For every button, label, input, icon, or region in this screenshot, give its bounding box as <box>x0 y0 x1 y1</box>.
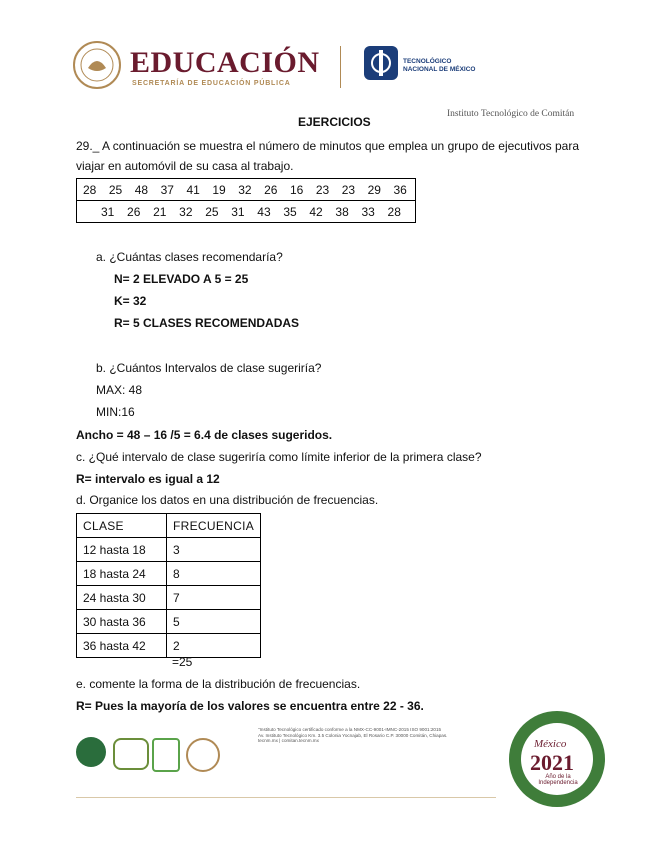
brand-subtitle: SECRETARÍA DE EDUCACIÓN PÚBLICA <box>132 80 291 87</box>
data-cell: 38 <box>335 204 349 219</box>
table-row <box>77 610 261 634</box>
freq-value: 3 <box>167 538 261 562</box>
data-cell: 41 <box>186 182 200 197</box>
data-cell: 26 <box>127 204 141 219</box>
data-cell: 26 <box>264 182 278 197</box>
data-cell: 32 <box>238 182 252 197</box>
data-cell: 31 <box>101 204 115 219</box>
problem-line1: 29._ A continuación se muestra el número de minutos que emplea un grupo de ejecutivos para <box>76 139 579 153</box>
answer-b-max: MAX: 48 <box>96 383 143 397</box>
data-cell: 28 <box>387 204 401 219</box>
data-cell: 25 <box>205 204 219 219</box>
table-row <box>77 538 261 562</box>
freq-value: 2 <box>167 634 261 658</box>
data-cell: 32 <box>179 204 193 219</box>
freq-value: 8 <box>167 562 261 586</box>
freq-total: =25 <box>172 655 193 669</box>
freq-clase: 30 hasta 36 <box>77 610 167 634</box>
data-table <box>76 178 416 223</box>
freq-header-frecuencia: FRECUENCIA <box>167 514 261 538</box>
tecnm-logo-icon <box>362 44 400 82</box>
footer-logo-icon <box>76 737 106 767</box>
data-row-2 <box>77 205 415 219</box>
data-row-1 <box>77 183 415 197</box>
data-cell: 37 <box>160 182 174 197</box>
tecnm-line1: TECNOLÓGICO <box>403 58 452 65</box>
data-cell: 42 <box>309 204 323 219</box>
data-cell: 23 <box>315 182 330 197</box>
answer-c: R= intervalo es igual a 12 <box>76 472 220 486</box>
data-cell: 25 <box>108 182 123 197</box>
answer-b-min: MIN:16 <box>96 405 135 419</box>
plastic-free-icon <box>152 738 180 772</box>
data-cell: 43 <box>257 204 271 219</box>
table-row <box>77 634 261 658</box>
anniv-mexico: México <box>534 738 567 750</box>
table-row <box>77 562 261 586</box>
freq-value: 7 <box>167 586 261 610</box>
data-cell: 36 <box>393 182 407 197</box>
mexico-seal-icon <box>72 40 122 90</box>
question-d: d. Organice los datos en una distribución de frecuencias. <box>76 493 379 507</box>
table-row <box>77 586 261 610</box>
footer-web: tecnm.mx | comitan.tecnm.mx <box>258 738 319 744</box>
institute-name: Instituto Tecnológico de Comitán <box>447 109 575 119</box>
footer-divider <box>76 797 496 798</box>
answer-a-line1: N= 2 ELEVADO A 5 = 25 <box>114 272 249 286</box>
data-cell: 48 <box>134 182 149 197</box>
anniv-year: 2021 <box>530 750 574 775</box>
data-cell: 29 <box>367 182 381 197</box>
tecnm-line2: NACIONAL DE MÉXICO <box>403 66 476 73</box>
freq-clase: 18 hasta 24 <box>77 562 167 586</box>
answer-a-line3: R= 5 CLASES RECOMENDADAS <box>114 316 300 330</box>
data-cell: 19 <box>212 182 226 197</box>
anniv-subtitle: Año de la Independencia <box>538 774 578 786</box>
anniversary-2021-badge <box>506 708 608 810</box>
footer-text-line1: "Instituto Tecnológico certificado conforme a la NMX-CC-9001-IMNC-2015 ISO 9001:2015 <box>258 727 442 732</box>
freq-clase: 12 hasta 18 <box>77 538 167 562</box>
data-cell: 28 <box>83 182 97 197</box>
question-b: b. ¿Cuántos Intervalos de clase sugeriría? <box>96 361 322 375</box>
data-cell: 35 <box>283 204 297 219</box>
question-a: a. ¿Cuántas clases recomendaría? <box>96 250 283 264</box>
footer-text <box>258 727 508 744</box>
header-divider <box>340 46 341 88</box>
question-c: c. ¿Qué intervalo de clase sugeriría como límite inferior de la primera clase? <box>76 450 482 464</box>
freq-clase: 24 hasta 30 <box>77 586 167 610</box>
heart-logo-icon <box>113 738 149 770</box>
data-cell: 23 <box>341 182 356 197</box>
problem-line2: viajar en automóvil de su casa al trabajo. <box>76 159 294 173</box>
freq-value: 5 <box>167 610 261 634</box>
data-cell: 16 <box>290 182 304 197</box>
footer-text-line2: Av. Instituto Tecnológico Km. 3.5 Colonia Yocnajab, El Rosario C.P. 30000 Comitán, Chiapas. <box>258 732 448 738</box>
freq-clase: 36 hasta 42 <box>77 634 167 658</box>
brand-title: EDUCACIÓN <box>130 46 320 79</box>
answer-b-ancho: Ancho = 48 – 16 /5 = 6.4 de clases sugeridos. <box>76 428 333 442</box>
certification-seal-icon <box>186 738 220 772</box>
data-cell: 21 <box>153 204 167 219</box>
question-e: e. comente la forma de la distribución de frecuencias. <box>76 677 361 691</box>
data-cell: 33 <box>361 204 375 219</box>
freq-header-clase: CLASE <box>77 514 167 538</box>
answer-a-line2: K= 32 <box>114 294 147 308</box>
tecnm-text <box>403 58 475 74</box>
page-title: EJERCICIOS <box>298 115 371 129</box>
data-cell: 31 <box>231 204 245 219</box>
answer-e: R= Pues la mayoría de los valores se encuentra entre 22 - 36. <box>76 699 424 713</box>
frequency-table <box>76 513 261 658</box>
